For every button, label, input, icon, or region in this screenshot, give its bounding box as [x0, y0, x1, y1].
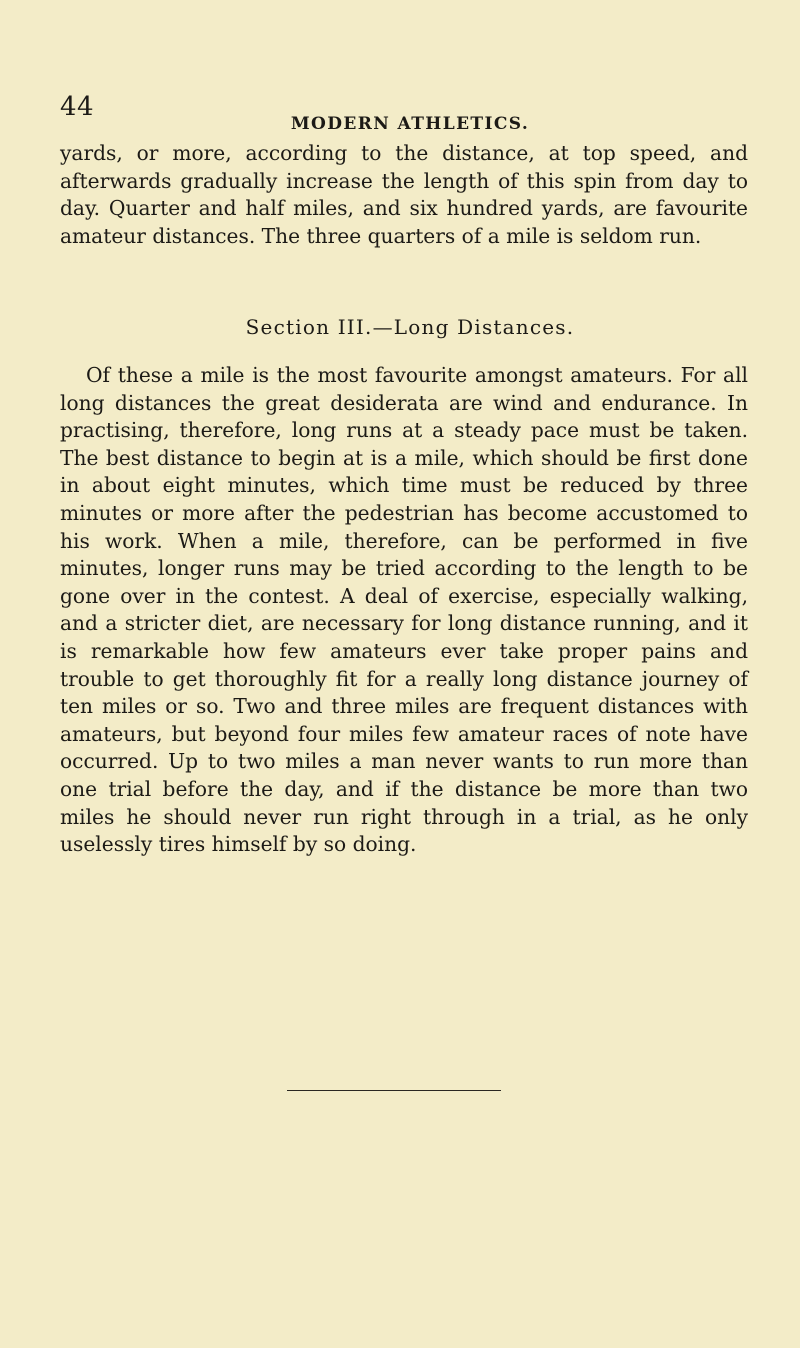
paragraph-section-three: Of these a mile is the most favourite amongst amateurs. For all long distances the great desiderata are wind and endurance. In practising, therefore, long runs at a steady pace must be taken. The best distance to begin at is a mile, which should be first done in about eight minutes, which time must be reduced by three minutes or more after the pedestrian has become accustomed to his work. When a mile, therefore, can be performed in five minutes, longer runs may be tried according to the length to be gone over in the contest. A deal of exercise, especially walking, and a stricter diet, are necessary for long distance running, and it is remarkable how few amateurs ever take proper pains and trouble to get thoroughly fit for a really long distance journey of ten miles or so. Two and three miles are frequent distances with amateurs, but beyond four miles few amateur races of note have occurred. Up to two miles a man never wants to run more than one trial before the day, and if the distance be more than two miles he should never run right through in a trial, as he only uselessly tires himself by so doing.: [60, 363, 748, 857]
running-title: MODERN ATHLETICS.: [290, 114, 530, 134]
page-number: 44: [60, 92, 95, 122]
paragraph-continued: yards, or more, according to the distance, at top speed, and afterwards gradually increase the length of this spin from day to day. Quarter and half miles, and six hundred yards, are favourite amateur distances. The three quarters of a mile is seldom run.: [60, 141, 748, 248]
section-heading: Section III.—Long Distances.: [245, 315, 575, 339]
end-rule: [287, 1090, 501, 1091]
